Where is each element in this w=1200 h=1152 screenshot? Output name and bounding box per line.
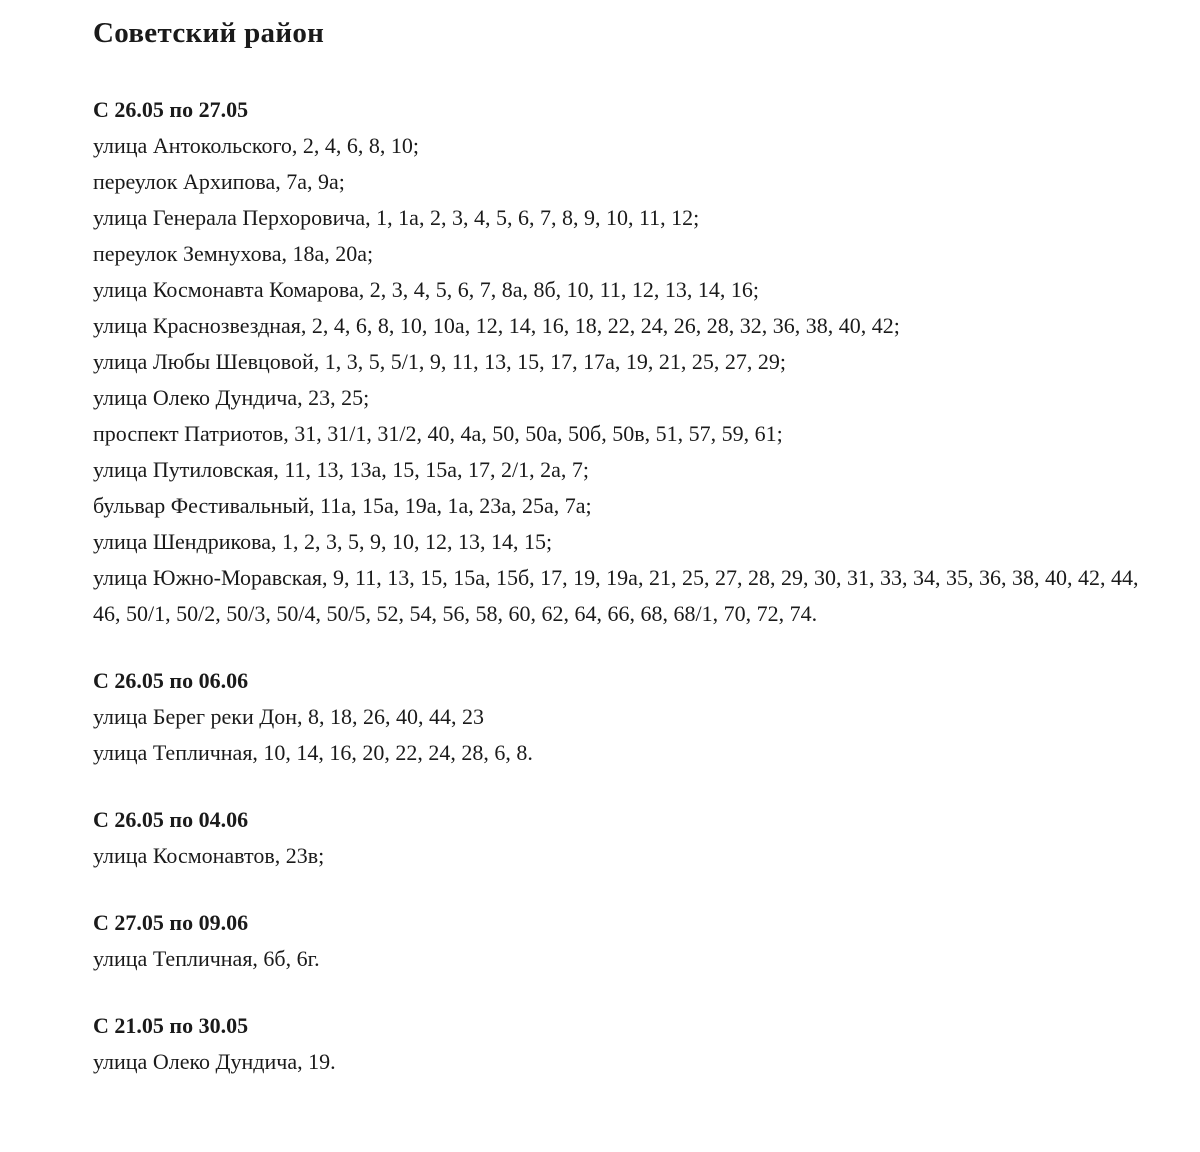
address-line: улица Любы Шевцовой, 1, 3, 5, 5/1, 9, 11, 13, 15, 17, 17а, 19, 21, 25, 27, 29; bbox=[93, 349, 786, 374]
schedule-section bbox=[93, 802, 1173, 874]
period-heading: С 27.05 по 09.06 bbox=[93, 910, 249, 935]
address-line: улица Тепличная, 6б, 6г. bbox=[93, 946, 320, 971]
address-line: проспект Патриотов, 31, 31/1, 31/2, 40, 4а, 50, 50а, 50б, 50в, 51, 57, 59, 61; bbox=[93, 421, 783, 446]
address-line: улица Космонавтов, 23в; bbox=[93, 843, 325, 868]
address-line: улица Тепличная, 10, 14, 16, 20, 22, 24, 28, 6, 8. bbox=[93, 740, 533, 765]
schedule-section bbox=[93, 92, 1173, 632]
district-title: Советский район bbox=[93, 17, 325, 49]
period-heading: С 21.05 по 30.05 bbox=[93, 1013, 249, 1038]
address-line: улица Антокольского, 2, 4, 6, 8, 10; bbox=[93, 133, 420, 158]
address-line: улица Путиловская, 11, 13, 13а, 15, 15а, 17, 2/1, 2а, 7; bbox=[93, 457, 590, 482]
address-line: улица Краснозвездная, 2, 4, 6, 8, 10, 10а, 12, 14, 16, 18, 22, 24, 26, 28, 32, 36, 38, 40, 42; bbox=[93, 313, 900, 338]
address-line: переулок Архипова, 7а, 9а; bbox=[93, 169, 345, 194]
schedule-section bbox=[93, 663, 1173, 771]
address-line: бульвар Фестивальный, 11а, 15а, 19а, 1а, 23а, 25а, 7а; bbox=[93, 493, 592, 518]
address-line: переулок Земнухова, 18а, 20а; bbox=[93, 241, 374, 266]
period-heading: С 26.05 по 06.06 bbox=[93, 668, 249, 693]
period-heading: С 26.05 по 27.05 bbox=[93, 97, 249, 122]
schedule-section bbox=[93, 1008, 1173, 1080]
address-line: улица Космонавта Комарова, 2, 3, 4, 5, 6, 7, 8а, 8б, 10, 11, 12, 13, 14, 16; bbox=[93, 277, 759, 302]
address-line: улица Олеко Дундича, 23, 25; bbox=[93, 385, 370, 410]
address-line: улица Шендрикова, 1, 2, 3, 5, 9, 10, 12, 13, 14, 15; bbox=[93, 529, 553, 554]
document-page bbox=[93, 10, 1173, 1111]
address-line: улица Олеко Дундича, 19. bbox=[93, 1049, 336, 1074]
address-line: улица Генерала Перхоровича, 1, 1а, 2, 3, 4, 5, 6, 7, 8, 9, 10, 11, 12; bbox=[93, 205, 700, 230]
address-line: улица Берег реки Дон, 8, 18, 26, 40, 44, 23 bbox=[93, 704, 485, 729]
period-heading: С 26.05 по 04.06 bbox=[93, 807, 249, 832]
schedule-section bbox=[93, 905, 1173, 977]
address-line: улица Южно-Моравская, 9, 11, 13, 15, 15а, 15б, 17, 19, 19а, 21, 25, 27, 28, 29, 30, 31, 33, 34, 35, 36, 38, 40, 42, 44, 46, 50/1, 50/2, 50/3, 50/4, 50/5, 52, 54, 56, 58, 60, 62, 64, 66, 68, 68/1, 70, 72, 74. bbox=[93, 565, 1139, 626]
